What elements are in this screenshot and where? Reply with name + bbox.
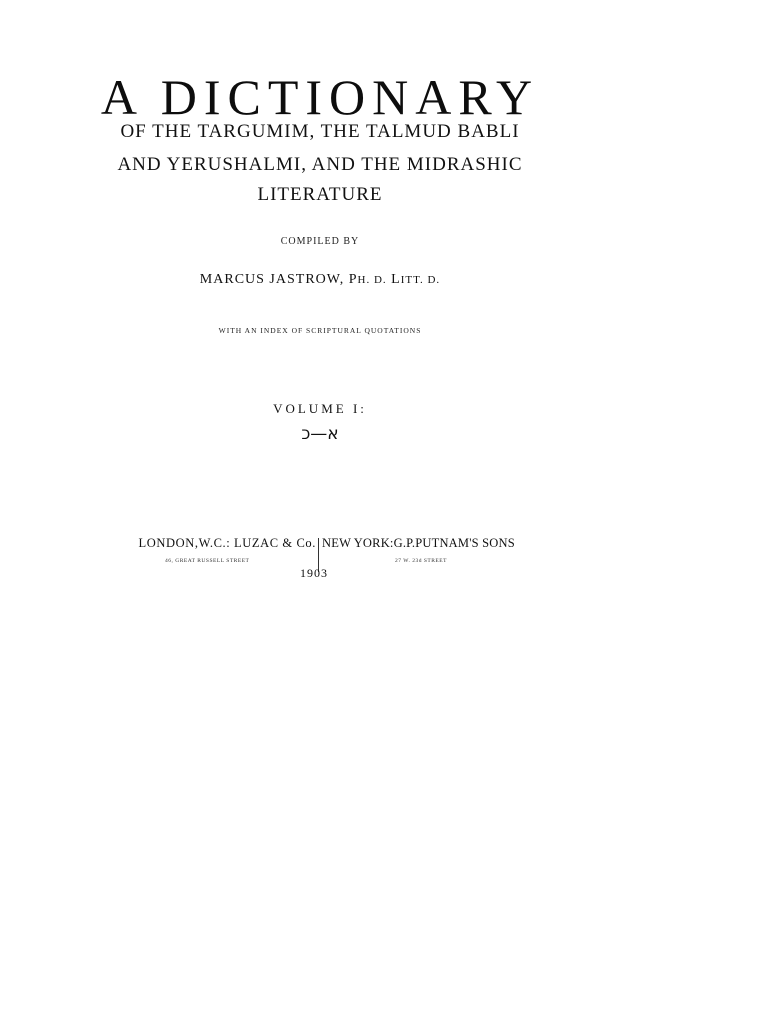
subtitle-line-2: AND YERUSHALMI, AND THE MIDRASHIC bbox=[117, 154, 523, 175]
volume-label: VOLUME I: bbox=[273, 401, 367, 416]
author-name: MARCUS JASTROW, bbox=[199, 272, 345, 287]
index-note: WITH AN INDEX OF SCRIPTURAL QUOTATIONS bbox=[218, 326, 422, 335]
author-degree-1: PH. D. bbox=[348, 272, 387, 287]
compiled-by-label: COMPILED BY bbox=[280, 236, 360, 247]
author-line bbox=[0, 272, 640, 288]
london-address: 46, GREAT RUSSELL STREET bbox=[165, 558, 250, 564]
hebrew-letter-range: א—כ bbox=[301, 424, 339, 444]
subtitle-line-1: OF THE TARGUMIM, THE TALMUD BABLI bbox=[120, 121, 520, 142]
publisher-london: LONDON,W.C.: LUZAC & Co. bbox=[138, 536, 316, 550]
book-title: A DICTIONARY bbox=[100, 69, 540, 125]
publication-year: 1903 bbox=[300, 566, 328, 580]
publisher-newyork: NEW YORK:G.P.PUTNAM'S SONS bbox=[322, 536, 515, 550]
publisher-imprint bbox=[0, 536, 768, 596]
newyork-address: 27 W. 23d STREET bbox=[395, 558, 448, 564]
author-degree-2: LITT. D. bbox=[391, 272, 441, 287]
subtitle-line-3: LITERATURE bbox=[257, 184, 383, 205]
